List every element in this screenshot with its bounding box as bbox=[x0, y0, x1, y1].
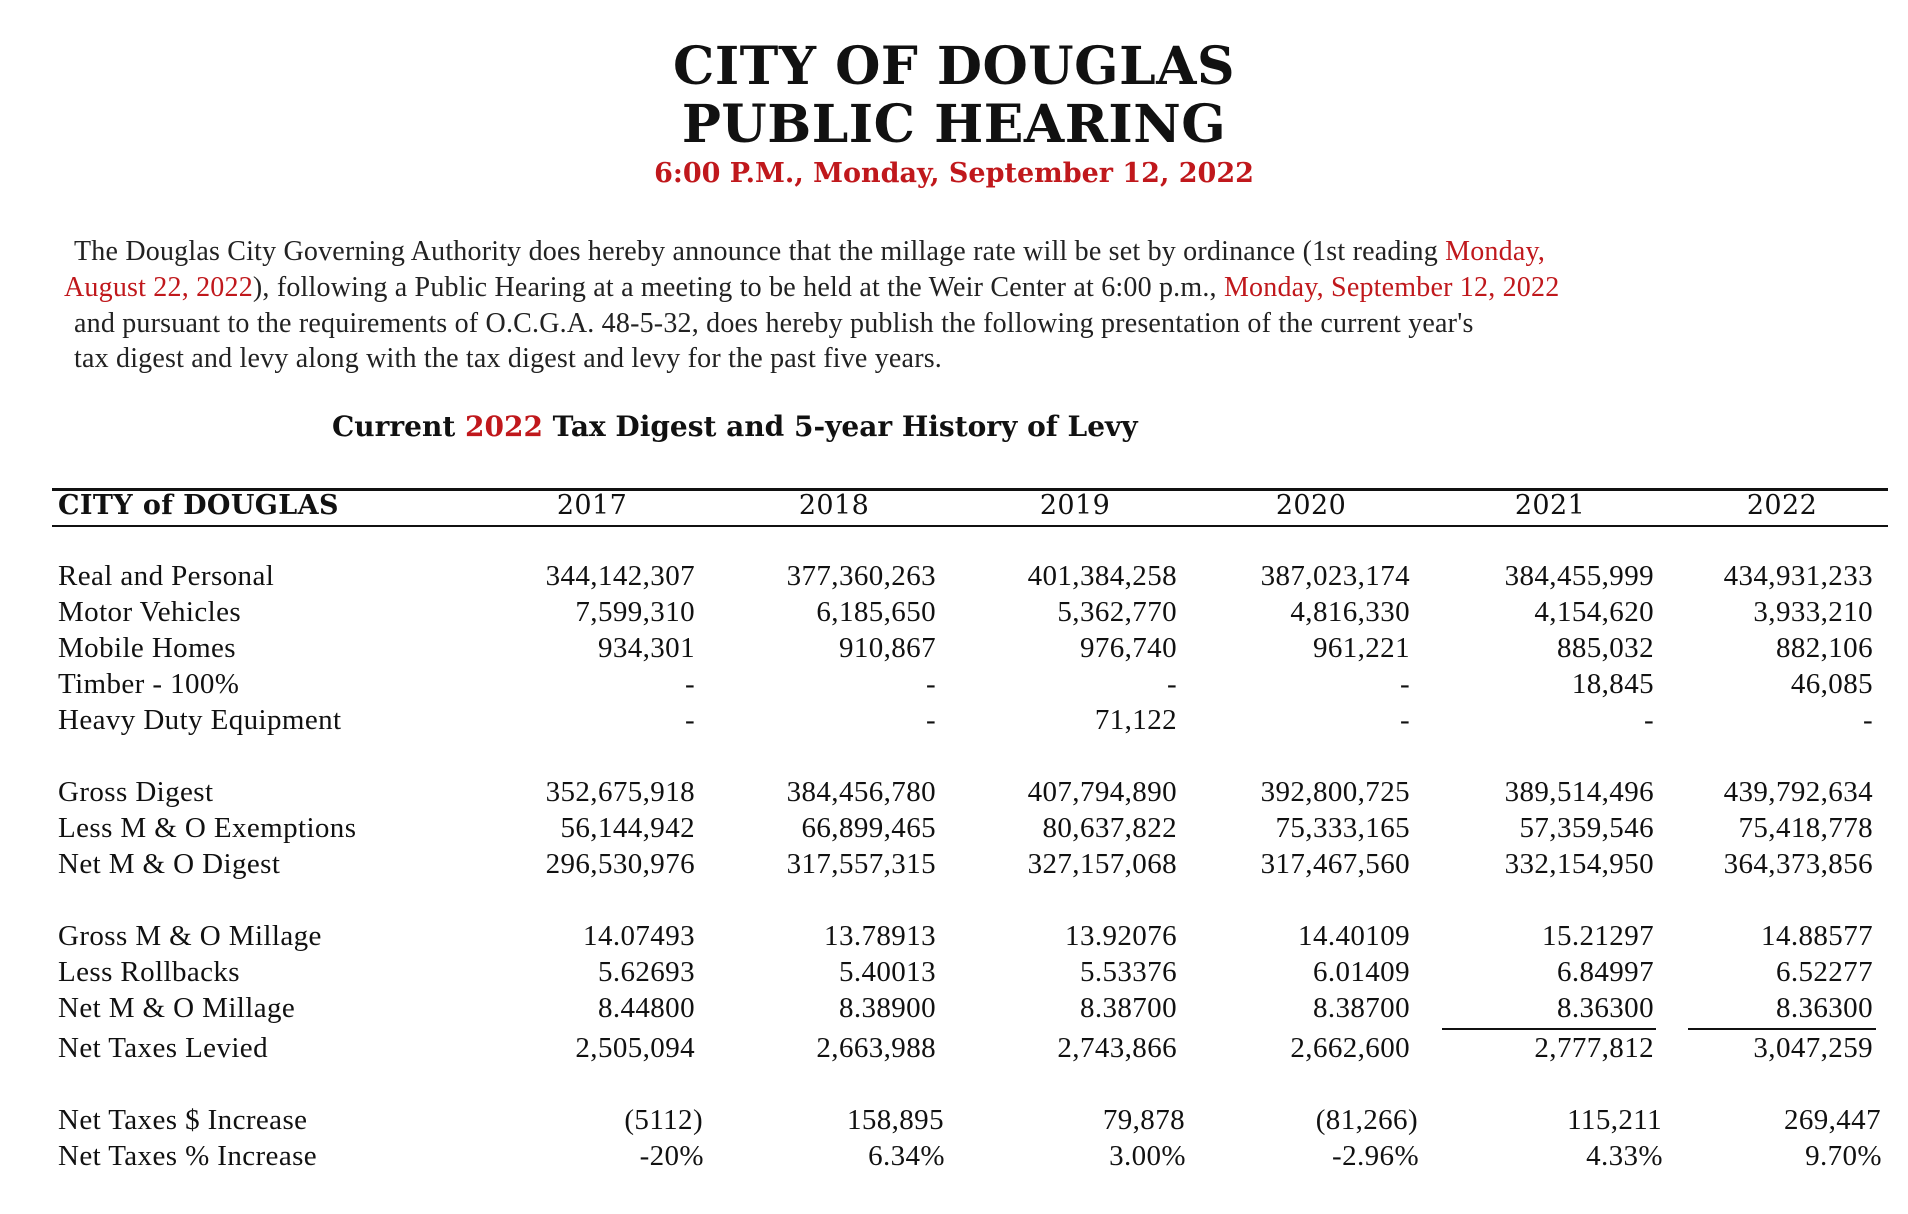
intro-text: The Douglas City Governing Authority does hereby announce that the millage rate will be set by ordinance (1st reading bbox=[74, 236, 1446, 267]
table-cell: 6.34% bbox=[868, 1140, 945, 1172]
table-cell: 8.36300 bbox=[1775, 992, 1873, 1024]
table-entity-header: CITY of DOUGLAS bbox=[58, 490, 339, 521]
table-cell: 5.53376 bbox=[1079, 956, 1177, 988]
page-title: CITY OF DOUGLAS bbox=[672, 36, 1236, 97]
row-label: Less M & O Exemptions bbox=[58, 812, 357, 844]
row-label: Net M & O Digest bbox=[58, 848, 281, 880]
table-cell: 14.88577 bbox=[1761, 920, 1873, 952]
table-cell: 885,032 bbox=[1556, 632, 1654, 664]
table-cell: 344,142,307 bbox=[545, 560, 695, 592]
table-cell: 934,301 bbox=[597, 632, 695, 664]
table-cell: - bbox=[925, 704, 936, 736]
table-cell: - bbox=[684, 704, 695, 736]
table-cell: 387,023,174 bbox=[1260, 560, 1410, 592]
table-cell: 15.21297 bbox=[1542, 920, 1654, 952]
table-cell: 269,447 bbox=[1783, 1104, 1881, 1136]
intro-line-3: and pursuant to the requirements of O.C.G.A. 48-5-32, does hereby publish the following presentation of the current year's bbox=[74, 308, 1474, 339]
table-cell: 384,455,999 bbox=[1504, 560, 1654, 592]
table-cell: -20% bbox=[639, 1140, 704, 1172]
table-cell: 2,662,600 bbox=[1290, 1032, 1410, 1064]
row-label: Net Taxes $ Increase bbox=[58, 1104, 308, 1136]
table-cell: 6.84997 bbox=[1556, 956, 1654, 988]
table-cell: 79,878 bbox=[1102, 1104, 1185, 1136]
page-subtitle: PUBLIC HEARING bbox=[681, 94, 1227, 155]
table-cell: 115,211 bbox=[1567, 1104, 1662, 1136]
intro-date-highlight: Monday, bbox=[1445, 236, 1546, 267]
table-cell: 8.38700 bbox=[1312, 992, 1410, 1024]
year-column-header: 2020 bbox=[1275, 490, 1347, 521]
table-cell: (81,266) bbox=[1315, 1104, 1418, 1136]
table-cell: 13.92076 bbox=[1065, 920, 1177, 952]
year-column-header: 2017 bbox=[556, 490, 628, 521]
table-cell: 9.70% bbox=[1805, 1140, 1882, 1172]
row-label: Gross Digest bbox=[58, 776, 214, 808]
table-cell: 14.40109 bbox=[1298, 920, 1410, 952]
table-cell: 910,867 bbox=[838, 632, 936, 664]
table-cell: 5.40013 bbox=[838, 956, 936, 988]
table-cell: 4,816,330 bbox=[1290, 596, 1410, 628]
intro-line-1 bbox=[74, 236, 1545, 268]
year-column-header: 2022 bbox=[1746, 490, 1818, 521]
row-label: Motor Vehicles bbox=[58, 596, 242, 628]
table-cell: 14.07493 bbox=[583, 920, 695, 952]
table-cell: 2,743,866 bbox=[1057, 1032, 1177, 1064]
table-cell: 317,557,315 bbox=[786, 848, 936, 880]
row-label: Timber - 100% bbox=[58, 668, 240, 700]
row-label: Net Taxes Levied bbox=[58, 1032, 268, 1064]
row-label: Heavy Duty Equipment bbox=[58, 704, 342, 736]
table-cell: 6,185,650 bbox=[816, 596, 936, 628]
table-cell: 434,931,233 bbox=[1723, 560, 1873, 592]
table-cell: 407,794,890 bbox=[1027, 776, 1177, 808]
table-cell: 75,333,165 bbox=[1275, 812, 1410, 844]
hearing-datetime: 6:00 P.M., Monday, September 12, 2022 bbox=[654, 158, 1254, 189]
table-cell: 4.33% bbox=[1586, 1140, 1663, 1172]
table-cell: 961,221 bbox=[1312, 632, 1410, 664]
table-cell: 8.44800 bbox=[597, 992, 695, 1024]
table-cell: 882,106 bbox=[1775, 632, 1873, 664]
row-label: Gross M & O Millage bbox=[58, 920, 322, 952]
table-cell: - bbox=[684, 668, 695, 700]
table-cell: 7,599,310 bbox=[575, 596, 695, 628]
table-cell: 8.38900 bbox=[838, 992, 936, 1024]
row-label: Real and Personal bbox=[58, 560, 275, 592]
table-cell: 13.78913 bbox=[824, 920, 936, 952]
year-column-header: 2021 bbox=[1514, 490, 1586, 521]
table-cell: 71,122 bbox=[1094, 704, 1177, 736]
intro-date-highlight: Monday, September 12, 2022 bbox=[1223, 272, 1560, 303]
row-label: Net M & O Millage bbox=[58, 992, 296, 1024]
table-cell: -2.96% bbox=[1332, 1140, 1419, 1172]
table-cell: - bbox=[1643, 704, 1654, 736]
table-cell: 6.52277 bbox=[1775, 956, 1873, 988]
table-cell: 4,154,620 bbox=[1534, 596, 1654, 628]
table-cell: 8.36300 bbox=[1556, 992, 1654, 1024]
table-cell: 75,418,778 bbox=[1738, 812, 1873, 844]
table-cell: 296,530,976 bbox=[545, 848, 695, 880]
table-cell: 57,359,546 bbox=[1519, 812, 1654, 844]
table-cell: 364,373,856 bbox=[1723, 848, 1873, 880]
table-cell: 3,933,210 bbox=[1753, 596, 1873, 628]
intro-line-2 bbox=[64, 272, 1559, 304]
intro-text: ), following a Public Hearing at a meeting to be held at the Weir Center at 6:00 p.m., bbox=[252, 272, 1224, 303]
table-cell: 332,154,950 bbox=[1504, 848, 1654, 880]
table-cell: - bbox=[1862, 704, 1873, 736]
total-underline bbox=[1688, 1028, 1876, 1030]
table-cell: 66,899,465 bbox=[801, 812, 936, 844]
table-cell: 3,047,259 bbox=[1753, 1032, 1873, 1064]
table-cell: 3.00% bbox=[1109, 1140, 1186, 1172]
table-cell: 2,505,094 bbox=[575, 1032, 695, 1064]
total-underline bbox=[1442, 1028, 1656, 1030]
table-cell: 18,845 bbox=[1571, 668, 1654, 700]
table-cell: 392,800,725 bbox=[1260, 776, 1410, 808]
table-cell: 401,384,258 bbox=[1027, 560, 1177, 592]
table-header-rule bbox=[52, 525, 1888, 527]
table-caption bbox=[332, 410, 1138, 443]
table-cell: 439,792,634 bbox=[1723, 776, 1873, 808]
table-cell: - bbox=[925, 668, 936, 700]
caption-text: Current bbox=[332, 410, 465, 443]
year-column-header: 2019 bbox=[1039, 490, 1111, 521]
row-label: Net Taxes % Increase bbox=[58, 1140, 318, 1172]
table-cell: 377,360,263 bbox=[786, 560, 936, 592]
table-cell: (5112) bbox=[624, 1104, 703, 1136]
table-cell: - bbox=[1166, 668, 1177, 700]
table-cell: 5,362,770 bbox=[1057, 596, 1177, 628]
table-cell: 46,085 bbox=[1790, 668, 1873, 700]
table-cell: 389,514,496 bbox=[1504, 776, 1654, 808]
table-cell: 384,456,780 bbox=[786, 776, 936, 808]
table-cell: 6.01409 bbox=[1312, 956, 1410, 988]
intro-date-highlight: August 22, 2022 bbox=[64, 272, 253, 303]
caption-text: Tax Digest and 5-year History of Levy bbox=[542, 410, 1138, 443]
table-cell: 80,637,822 bbox=[1042, 812, 1177, 844]
table-cell: 2,777,812 bbox=[1534, 1032, 1654, 1064]
table-cell: 56,144,942 bbox=[560, 812, 695, 844]
table-cell: 976,740 bbox=[1079, 632, 1177, 664]
row-label: Mobile Homes bbox=[58, 632, 236, 664]
table-cell: 317,467,560 bbox=[1260, 848, 1410, 880]
table-cell: 2,663,988 bbox=[816, 1032, 936, 1064]
table-cell: 8.38700 bbox=[1079, 992, 1177, 1024]
table-cell: - bbox=[1399, 704, 1410, 736]
table-cell: - bbox=[1399, 668, 1410, 700]
year-column-header: 2018 bbox=[798, 490, 870, 521]
table-cell: 5.62693 bbox=[597, 956, 695, 988]
intro-line-4: tax digest and levy along with the tax digest and levy for the past five years. bbox=[74, 343, 943, 374]
table-cell: 352,675,918 bbox=[545, 776, 695, 808]
table-cell: 158,895 bbox=[846, 1104, 944, 1136]
row-label: Less Rollbacks bbox=[58, 956, 240, 988]
caption-year: 2022 bbox=[465, 410, 543, 443]
table-cell: 327,157,068 bbox=[1027, 848, 1177, 880]
